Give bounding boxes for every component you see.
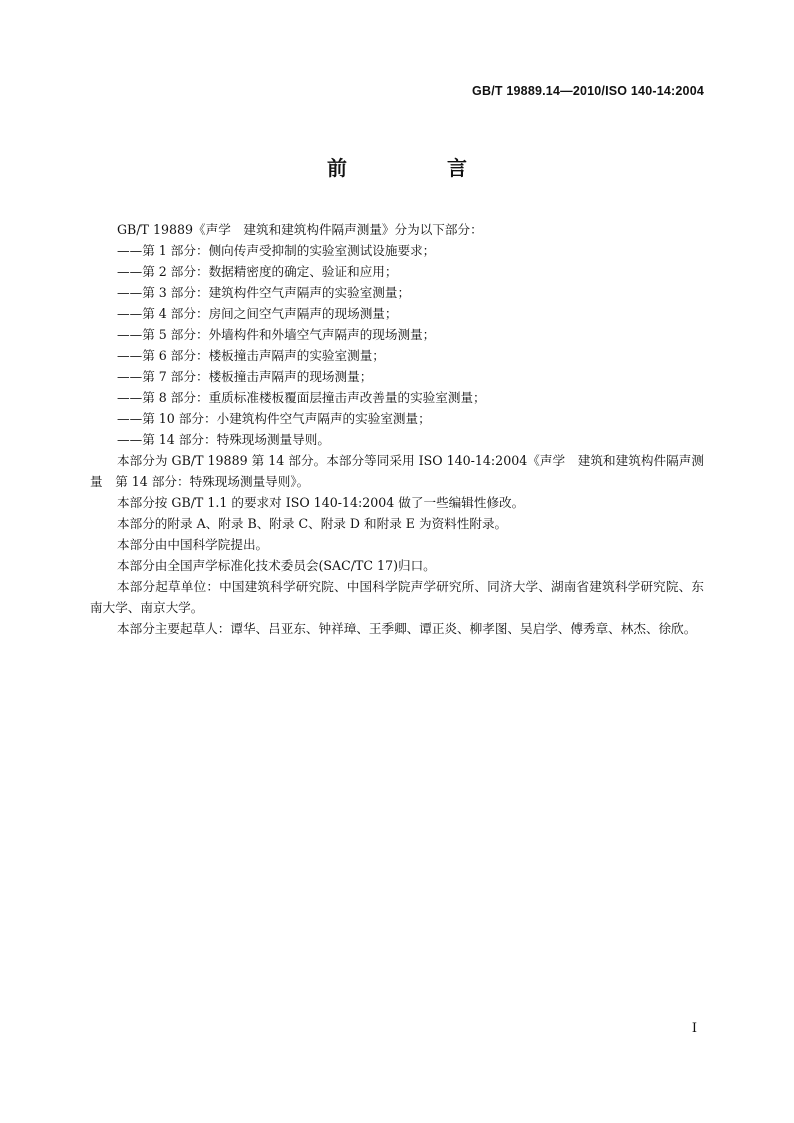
intro-line: GB/T 19889《声学 建筑和建筑构件隔声测量》分为以下部分：	[117, 222, 483, 237]
part-list-item: ——第 7 部分：楼板撞击声隔声的现场测量；	[117, 369, 373, 384]
committee-paragraph: 本部分由全国声学标准化技术委员会(SAC/TC 17)归口。	[117, 558, 436, 573]
part-list-item: ——第 14 部分：特殊现场测量导则。	[117, 432, 330, 447]
adoption-paragraph: 本部分为 GB/T 19889 第 14 部分。本部分等同采用 ISO 140-14:2004《声学 建筑和建筑构件隔声测量 第 14 部分：特殊现场测量导则》。	[90, 453, 704, 489]
edit-note-paragraph: 本部分按 GB/T 1.1 的要求对 ISO 140-14:2004 做了一些编辑性修改。	[117, 495, 525, 510]
part-list-item: ——第 3 部分：建筑构件空气声隔声的实验室测量；	[117, 285, 411, 300]
part-list-item: ——第 1 部分：侧向传声受抑制的实验室测试设施要求；	[117, 243, 436, 258]
annex-paragraph: 本部分的附录 A、附录 B、附录 C、附录 D 和附录 E 为资料性附录。	[117, 516, 508, 531]
standard-code-header: GB/T 19889.14—2010/ISO 140-14:2004	[472, 84, 704, 98]
page-number: I	[691, 1021, 697, 1036]
proposer-paragraph: 本部分由中国科学院提出。	[117, 537, 269, 552]
page-title: 前 言	[327, 156, 507, 180]
part-list-item: ——第 5 部分：外墙构件和外墙空气声隔声的现场测量；	[117, 327, 436, 342]
part-list-item: ——第 2 部分：数据精密度的确定、验证和应用；	[117, 264, 398, 279]
part-list-item: ——第 6 部分：楼板撞击声隔声的实验室测量；	[117, 348, 385, 363]
part-list-item: ——第 8 部分：重质标准楼板覆面层撞击声改善量的实验室测量；	[117, 390, 486, 405]
drafters-paragraph: 本部分主要起草人：谭华、吕亚东、钟祥璋、王季卿、谭正炎、柳孝图、吴启学、傅秀章、林杰、徐欣。	[117, 621, 697, 636]
part-list-item: ——第 4 部分：房间之间空气声隔声的现场测量；	[117, 306, 398, 321]
document-body	[90, 219, 704, 639]
drafting-units-paragraph: 本部分起草单位：中国建筑科学研究院、中国科学院声学研究所、同济大学、湖南省建筑科学研究院、东南大学、南京大学。	[90, 579, 704, 615]
part-list-item: ——第 10 部分：小建筑构件空气声隔声的实验室测量；	[117, 411, 431, 426]
